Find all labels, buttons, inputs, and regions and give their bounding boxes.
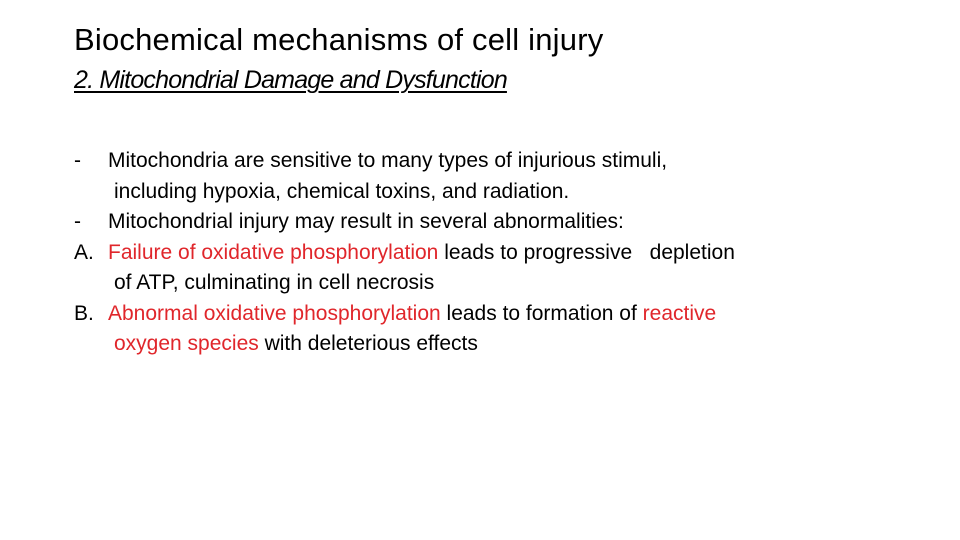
- bullet-text-line: [108, 299, 934, 330]
- bullet-item-2: [74, 207, 934, 238]
- highlight-term: Abnormal oxidative phosphorylation: [108, 301, 441, 325]
- bullet-item-1: [74, 146, 934, 207]
- bullet-text: leads to formation of: [440, 301, 643, 325]
- bullet-marker: -: [74, 210, 81, 233]
- bullet-text-continuation: including hypoxia, chemical toxins, and radiation.: [114, 179, 570, 203]
- bullet-text-line: Mitochondrial injury may result in several abnormalities:: [108, 210, 624, 233]
- bullet-text-continuation: [108, 329, 934, 360]
- bullet-text-continuation: of ATP, culminating in cell necrosis: [114, 271, 435, 294]
- bullet-marker: B.: [74, 301, 94, 325]
- slide-subtitle: 2. Mitochondrial Damage and Dysfunction: [74, 66, 507, 94]
- slide-title: Biochemical mechanisms of cell injury: [74, 22, 604, 57]
- bullet-marker: A.: [74, 240, 94, 264]
- highlight-term: Failure of oxidative phosphorylation: [108, 240, 439, 264]
- bullet-text-line: Mitochondria are sensitive to many types of injurious stimuli,: [108, 149, 668, 172]
- highlight-term: reactive: [642, 301, 717, 325]
- bullet-marker: -: [74, 149, 81, 172]
- bullet-item-a: [74, 238, 934, 299]
- highlight-term: oxygen species: [114, 332, 259, 355]
- bullet-list: [74, 146, 934, 360]
- bullet-text: with deleterious effects: [258, 332, 478, 355]
- bullet-text: leads to progressive depletion: [438, 240, 735, 264]
- bullet-item-b: [74, 299, 934, 360]
- bullet-text-line: [108, 238, 934, 269]
